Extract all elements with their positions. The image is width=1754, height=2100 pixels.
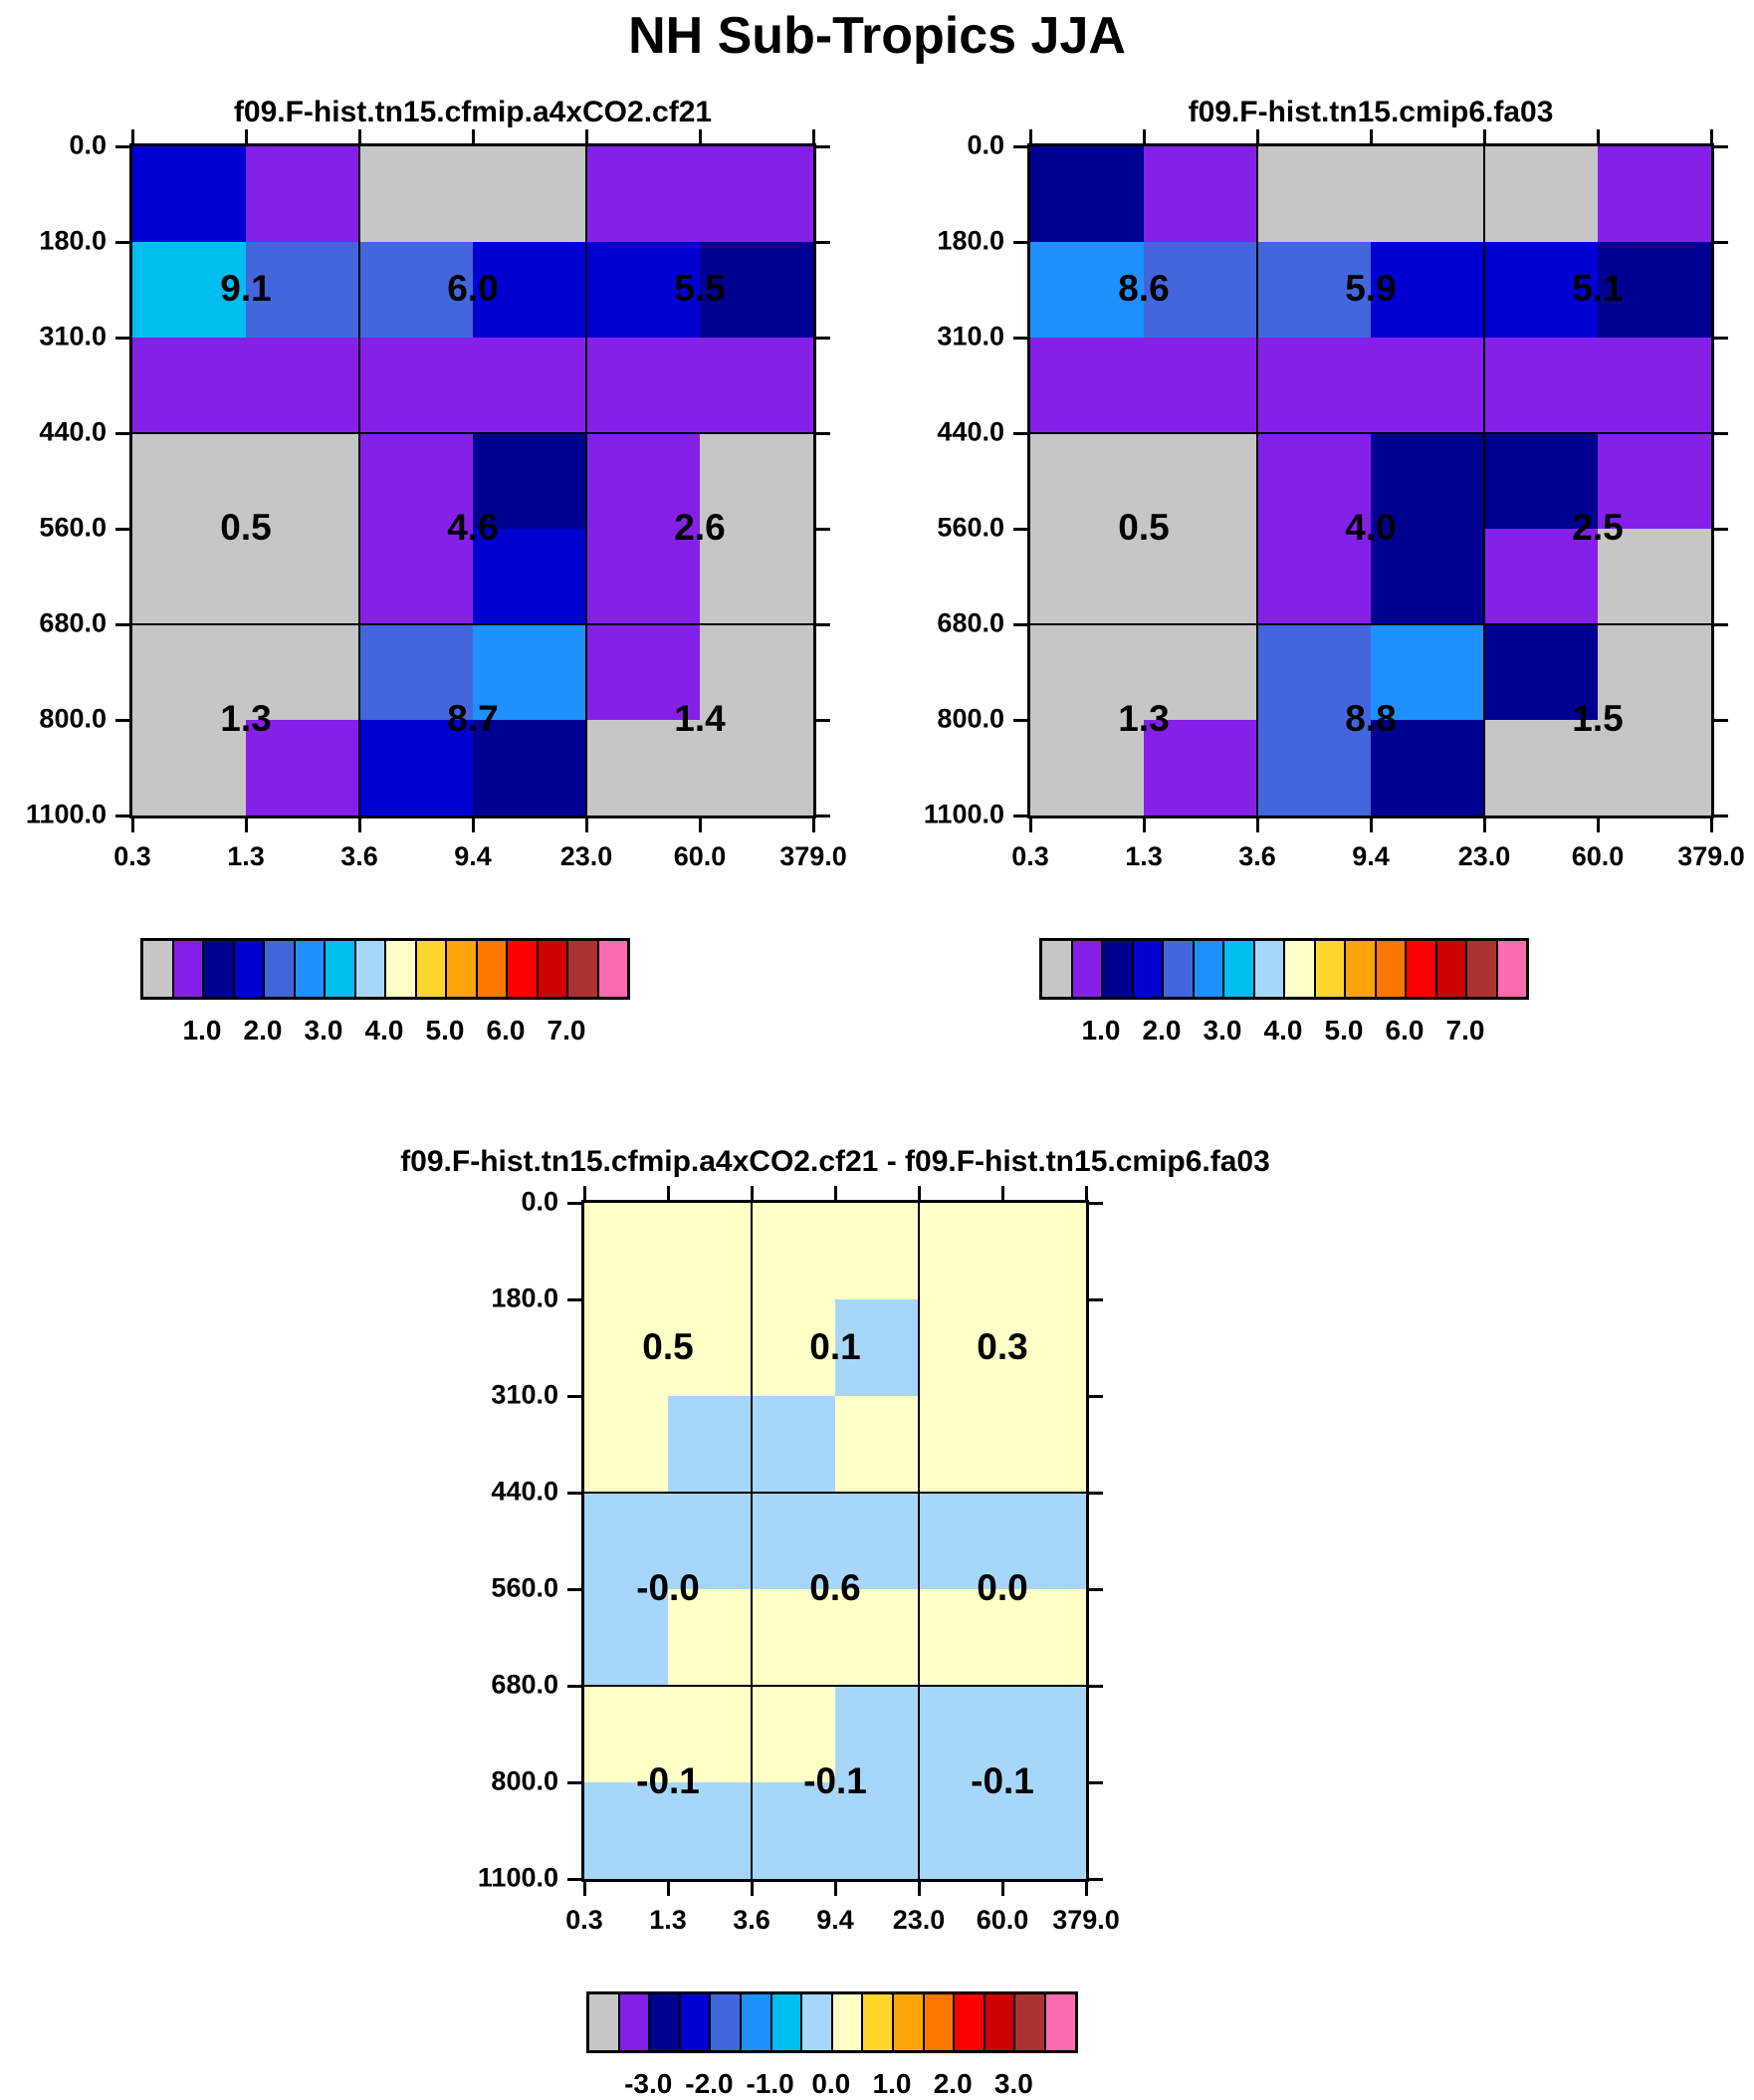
colorbar-box: [770, 1992, 803, 2052]
y-tick-label: 800.0: [491, 1765, 558, 1796]
colorbar-box: [1405, 939, 1437, 999]
colorbar-box: [861, 1992, 894, 2052]
group-value-label: 0.1: [809, 1325, 861, 1367]
x-tick-label: 3.6: [1238, 841, 1276, 871]
y-tick-label: 560.0: [39, 512, 107, 543]
y-tick-label: 0.0: [521, 1186, 558, 1217]
colorbar-tick-label: 5.0: [425, 1015, 465, 1046]
group-value-label: 0.5: [220, 507, 272, 549]
group-value-label: 6.0: [447, 268, 499, 310]
y-axis-tick: [115, 145, 129, 148]
group-value-label: 0.6: [809, 1567, 861, 1609]
colorbar-box: [923, 1992, 956, 2052]
group-value-label: 8.6: [1118, 268, 1170, 310]
colorbar-box: [506, 939, 539, 999]
y-axis-tick: [816, 241, 830, 244]
panel-a-colorbar: [141, 939, 627, 1046]
grid-line-horizontal: [584, 1492, 1086, 1495]
heatmap-cell: [132, 338, 246, 433]
colorbar-box: [1132, 939, 1165, 999]
y-axis-tick: [1013, 815, 1027, 817]
heatmap-cell: [246, 338, 359, 433]
colorbar-box: [1314, 939, 1347, 999]
panel-diff-colorbar: [587, 1992, 1075, 2099]
y-axis-tick: [1714, 528, 1728, 531]
x-tick-label: 379.0: [1677, 841, 1745, 871]
x-tick-label: 379.0: [779, 841, 847, 871]
y-axis-tick: [567, 1685, 581, 1688]
panel-b-colorbar: [1040, 939, 1526, 1046]
y-tick-label: 440.0: [491, 1476, 558, 1507]
y-tick-label: 180.0: [937, 225, 1004, 256]
group-value-label: 8.7: [447, 698, 499, 740]
y-tick-label: 310.0: [937, 321, 1004, 351]
y-axis-tick: [1089, 1298, 1103, 1301]
x-tick-label: 23.0: [892, 1905, 946, 1935]
colorbar-box: [415, 939, 448, 999]
y-axis-tick: [567, 1781, 581, 1784]
y-tick-label: 560.0: [937, 512, 1004, 543]
heatmap-cell: [1030, 146, 1144, 242]
y-axis-tick: [1089, 1492, 1103, 1495]
x-tick-label: 9.4: [816, 1905, 854, 1935]
y-tick-label: 440.0: [937, 416, 1004, 447]
y-axis-tick: [567, 1492, 581, 1495]
x-axis-tick: [918, 1882, 921, 1896]
group-value-label: 2.5: [1572, 507, 1624, 549]
y-tick-label: 680.0: [39, 607, 107, 638]
x-tick-label: 0.3: [565, 1905, 603, 1935]
y-axis-tick: [1714, 432, 1728, 435]
colorbar-tick-label: 3.0: [304, 1015, 343, 1046]
colorbar-tick-label: 1.0: [1081, 1015, 1121, 1046]
colorbar-box: [831, 1992, 864, 2052]
x-axis-tick: [1085, 1186, 1088, 1200]
colorbar-tick-label: 4.0: [364, 1015, 404, 1046]
group-value-label: 1.5: [1572, 698, 1624, 740]
heatmap-cell: [919, 1396, 1002, 1493]
heatmap-cell: [1030, 338, 1144, 433]
x-axis-tick: [834, 1882, 837, 1896]
x-tick-label: 23.0: [559, 841, 613, 871]
y-tick-label: 1100.0: [25, 799, 107, 829]
heatmap-cell: [1484, 146, 1598, 242]
y-tick-label: 0.0: [69, 129, 107, 160]
grid-line-horizontal: [132, 432, 813, 435]
heatmap-cell: [132, 146, 246, 242]
colorbar-box: [294, 939, 327, 999]
colorbar-tick-label: -2.0: [685, 2068, 734, 2099]
y-axis-tick: [816, 719, 830, 722]
y-axis-tick: [567, 1395, 581, 1398]
x-tick-label: 1.3: [227, 841, 265, 871]
grid-line-vertical: [358, 146, 361, 816]
x-axis-tick: [358, 818, 361, 832]
panel-a-heatmap: [25, 129, 847, 871]
y-axis-tick: [1013, 337, 1027, 340]
y-axis-tick: [115, 432, 129, 435]
x-axis-tick: [699, 818, 702, 832]
heatmap-cell: [1144, 146, 1257, 242]
group-value-label: 1.3: [1118, 698, 1170, 740]
grid-line-vertical: [918, 1203, 921, 1879]
colorbar-box: [445, 939, 478, 999]
colorbar-box: [984, 1992, 1016, 2052]
y-axis-tick: [1714, 815, 1728, 817]
heatmap-cell: [1371, 338, 1484, 433]
colorbar-tick-label: 0.0: [811, 2068, 851, 2099]
y-tick-label: 0.0: [967, 129, 1004, 160]
y-axis-tick: [816, 337, 830, 340]
panel-diff-heatmap: [477, 1186, 1120, 1935]
colorbar-box: [1435, 939, 1468, 999]
group-value-label: 0.5: [1118, 507, 1170, 549]
x-axis-tick: [1256, 129, 1259, 143]
x-tick-label: 60.0: [1571, 841, 1625, 871]
group-value-label: 5.5: [674, 268, 726, 310]
y-axis-tick: [567, 1878, 581, 1881]
colorbar-box: [566, 939, 599, 999]
panel-a-title: f09.F-hist.tn15.cfmip.a4xCO2.cf21: [233, 96, 713, 128]
colorbar-box: [1465, 939, 1498, 999]
x-axis-tick: [358, 129, 361, 143]
x-axis-tick: [834, 1186, 837, 1200]
colorbar-tick-label: 2.0: [1142, 1015, 1182, 1046]
y-axis-tick: [816, 623, 830, 626]
colorbar-box: [1496, 939, 1529, 999]
x-tick-label: 1.3: [1125, 841, 1163, 871]
y-axis-tick: [1013, 719, 1027, 722]
heatmap-cell: [752, 1396, 835, 1493]
y-axis-tick: [567, 1588, 581, 1591]
group-value-label: 0.3: [977, 1325, 1028, 1367]
panel-b-heatmap: [923, 129, 1745, 871]
x-axis-tick: [585, 129, 588, 143]
colorbar-box: [233, 939, 266, 999]
heatmap-cell: [584, 1396, 668, 1493]
x-tick-label: 0.3: [113, 841, 151, 871]
x-axis-tick: [699, 129, 702, 143]
y-tick-label: 800.0: [39, 703, 107, 734]
x-axis-tick: [1029, 818, 1032, 832]
y-tick-label: 310.0: [491, 1379, 558, 1410]
x-axis-tick: [1143, 818, 1146, 832]
x-axis-tick: [812, 129, 815, 143]
panel-diff-title: f09.F-hist.tn15.cfmip.a4xCO2.cf21 - f09.F-hist.tn15.cmip6.fa03: [400, 1145, 1270, 1178]
heatmap-cell: [246, 146, 359, 242]
y-axis-tick: [1714, 623, 1728, 626]
group-value-label: -0.1: [971, 1760, 1034, 1802]
y-tick-label: 310.0: [39, 321, 107, 351]
heatmap-cell: [1002, 1396, 1086, 1493]
x-axis-tick: [1001, 1186, 1004, 1200]
heatmap-cell: [1257, 146, 1371, 242]
colorbar-tick-label: 1.0: [182, 1015, 222, 1046]
heatmap-cell: [359, 146, 473, 242]
colorbar-box: [1044, 1992, 1077, 2052]
colorbar-box: [953, 1992, 986, 2052]
group-value-label: -0.1: [803, 1760, 867, 1802]
colorbar-box: [1344, 939, 1377, 999]
x-axis-tick: [131, 129, 134, 143]
colorbar-box: [537, 939, 569, 999]
x-tick-label: 3.6: [733, 1905, 770, 1935]
y-axis-tick: [1714, 337, 1728, 340]
heatmap-cell: [835, 1203, 919, 1299]
x-axis-tick: [1483, 129, 1486, 143]
x-axis-tick: [812, 818, 815, 832]
x-axis-tick: [1256, 818, 1259, 832]
y-axis-tick: [816, 432, 830, 435]
colorbar-tick-label: -1.0: [746, 2068, 794, 2099]
group-value-label: -0.1: [636, 1760, 700, 1802]
x-axis-tick: [751, 1186, 754, 1200]
y-axis-tick: [115, 337, 129, 340]
x-axis-tick: [472, 818, 475, 832]
group-value-label: 5.9: [1345, 268, 1397, 310]
colorbar-tick-label: -3.0: [624, 2068, 673, 2099]
x-axis-tick: [1710, 129, 1713, 143]
colorbar-box: [1071, 939, 1104, 999]
colorbar-tick-label: 4.0: [1263, 1015, 1303, 1046]
colorbar-box: [709, 1992, 742, 2052]
grid-line-horizontal: [1030, 432, 1711, 435]
y-axis-tick: [567, 1202, 581, 1205]
heatmap-cell: [359, 338, 473, 433]
y-tick-label: 560.0: [491, 1572, 558, 1603]
colorbar-tick-label: 6.0: [486, 1015, 526, 1046]
x-tick-label: 9.4: [454, 841, 492, 871]
y-axis-tick: [115, 815, 129, 817]
y-axis-tick: [1089, 1395, 1103, 1398]
x-axis-tick: [1710, 818, 1713, 832]
heatmap-cell: [835, 1396, 919, 1493]
x-axis-tick: [1143, 129, 1146, 143]
y-axis-tick: [1714, 241, 1728, 244]
x-axis-tick: [1597, 129, 1600, 143]
colorbar-box: [740, 1992, 772, 2052]
y-axis-tick: [1013, 432, 1027, 435]
y-axis-tick: [1089, 1781, 1103, 1784]
heatmap-cell: [586, 146, 700, 242]
heatmap-cell: [668, 1396, 752, 1493]
heatmap-cell: [668, 1203, 752, 1299]
x-axis-tick: [131, 818, 134, 832]
colorbar-box: [1162, 939, 1195, 999]
colorbar-box: [800, 1992, 833, 2052]
y-tick-label: 800.0: [937, 703, 1004, 734]
colorbar-box: [1375, 939, 1408, 999]
colorbar-box: [618, 1992, 651, 2052]
panel-b-title: f09.F-hist.tn15.cmip6.fa03: [1188, 96, 1554, 128]
y-tick-label: 680.0: [491, 1669, 558, 1700]
x-axis-tick: [918, 1186, 921, 1200]
colorbar-box: [587, 1992, 620, 2052]
colorbar-box: [1193, 939, 1225, 999]
colorbar-tick-label: 1.0: [872, 2068, 912, 2099]
y-tick-label: 680.0: [937, 607, 1004, 638]
colorbar-tick-label: 7.0: [1445, 1015, 1485, 1046]
x-axis-tick: [1085, 1882, 1088, 1896]
heatmap-cell: [1144, 338, 1257, 433]
grid-line-vertical: [1483, 146, 1486, 816]
x-axis-tick: [583, 1882, 586, 1896]
y-tick-label: 180.0: [39, 225, 107, 256]
heatmap-cell: [586, 338, 700, 433]
colorbar-tick-label: 3.0: [993, 2068, 1033, 2099]
x-axis-tick: [585, 818, 588, 832]
grid-line-vertical: [585, 146, 588, 816]
group-value-label: 0.5: [642, 1325, 694, 1367]
x-tick-label: 23.0: [1457, 841, 1511, 871]
colorbar-box: [1222, 939, 1255, 999]
x-tick-label: 1.3: [649, 1905, 687, 1935]
x-axis-tick: [1597, 818, 1600, 832]
colorbar-box: [263, 939, 296, 999]
colorbar-box: [354, 939, 387, 999]
y-axis-tick: [1089, 1588, 1103, 1591]
colorbar-box: [476, 939, 509, 999]
y-tick-label: 180.0: [491, 1283, 558, 1313]
colorbar-tick-label: 2.0: [933, 2068, 973, 2099]
heatmap-cell: [1371, 146, 1484, 242]
heatmap-cell: [473, 146, 586, 242]
x-tick-label: 9.4: [1352, 841, 1390, 871]
colorbar-box: [141, 939, 174, 999]
x-axis-tick: [751, 1882, 754, 1896]
x-axis-tick: [245, 818, 248, 832]
colorbar-tick-label: 2.0: [243, 1015, 283, 1046]
y-axis-tick: [1013, 145, 1027, 148]
colorbar-box: [679, 1992, 712, 2052]
group-value-label: 1.4: [674, 698, 726, 740]
x-tick-label: 0.3: [1011, 841, 1049, 871]
y-tick-label: 440.0: [39, 416, 107, 447]
colorbar-box: [1253, 939, 1286, 999]
group-value-label: 0.0: [977, 1567, 1028, 1609]
heatmap-cell: [752, 1203, 835, 1299]
y-axis-tick: [816, 145, 830, 148]
heatmap-cell: [1002, 1203, 1086, 1299]
y-tick-label: 1100.0: [477, 1862, 558, 1893]
colorbar-box: [597, 939, 630, 999]
colorbar-box: [648, 1992, 681, 2052]
colorbar-tick-label: 7.0: [547, 1015, 586, 1046]
y-axis-tick: [1714, 145, 1728, 148]
x-axis-tick: [1029, 129, 1032, 143]
colorbar-box: [1013, 1992, 1046, 2052]
x-tick-label: 379.0: [1052, 1905, 1120, 1935]
colorbar-box: [1040, 939, 1073, 999]
y-axis-tick: [1013, 241, 1027, 244]
x-axis-tick: [583, 1186, 586, 1200]
heatmap-cell: [919, 1203, 1002, 1299]
group-value-label: 4.6: [447, 507, 499, 549]
grid-line-horizontal: [584, 1685, 1086, 1688]
y-axis-tick: [1089, 1878, 1103, 1881]
y-axis-tick: [1013, 623, 1027, 626]
x-axis-tick: [1001, 1882, 1004, 1896]
group-value-label: 2.6: [674, 507, 726, 549]
x-axis-tick: [472, 129, 475, 143]
y-axis-tick: [115, 719, 129, 722]
colorbar-tick-label: 5.0: [1324, 1015, 1364, 1046]
grid-line-vertical: [1256, 146, 1259, 816]
x-tick-label: 60.0: [976, 1905, 1029, 1935]
heatmap-cell: [1598, 338, 1711, 433]
colorbar-box: [1101, 939, 1134, 999]
y-axis-tick: [1013, 528, 1027, 531]
group-value-label: 4.0: [1345, 507, 1397, 549]
x-axis-tick: [667, 1186, 670, 1200]
y-axis-tick: [567, 1298, 581, 1301]
x-axis-tick: [1370, 818, 1373, 832]
colorbar-tick-label: 6.0: [1385, 1015, 1425, 1046]
colorbar-box: [202, 939, 235, 999]
group-value-label: 1.3: [220, 698, 272, 740]
y-axis-tick: [816, 815, 830, 817]
group-value-label: 5.1: [1572, 268, 1624, 310]
group-value-label: 9.1: [220, 268, 272, 310]
y-axis-tick: [1089, 1202, 1103, 1205]
colorbar-box: [324, 939, 356, 999]
x-tick-label: 60.0: [673, 841, 727, 871]
heatmap-cell: [700, 338, 813, 433]
y-axis-tick: [1089, 1685, 1103, 1688]
x-axis-tick: [667, 1882, 670, 1896]
heatmap-cell: [1598, 146, 1711, 242]
colorbar-box: [172, 939, 205, 999]
grid-line-horizontal: [132, 623, 813, 626]
y-axis-tick: [816, 528, 830, 531]
figure-title: NH Sub-Tropics JJA: [628, 7, 1126, 65]
colorbar-box: [1283, 939, 1316, 999]
grid-line-horizontal: [1030, 623, 1711, 626]
y-axis-tick: [115, 241, 129, 244]
x-axis-tick: [245, 129, 248, 143]
y-axis-tick: [115, 623, 129, 626]
grid-line-vertical: [751, 1203, 754, 1879]
colorbar-box: [892, 1992, 925, 2052]
heatmap-cell: [1257, 338, 1371, 433]
y-axis-tick: [1714, 719, 1728, 722]
x-tick-label: 3.6: [340, 841, 378, 871]
y-axis-tick: [115, 528, 129, 531]
group-value-label: -0.0: [636, 1567, 700, 1609]
heatmap-cell: [473, 338, 586, 433]
group-value-label: 8.8: [1345, 698, 1397, 740]
colorbar-box: [384, 939, 417, 999]
heatmap-cell: [1484, 338, 1598, 433]
x-axis-tick: [1483, 818, 1486, 832]
heatmap-cell: [700, 146, 813, 242]
y-tick-label: 1100.0: [923, 799, 1004, 829]
x-axis-tick: [1370, 129, 1373, 143]
colorbar-tick-label: 3.0: [1203, 1015, 1242, 1046]
heatmap-cell: [584, 1203, 668, 1299]
